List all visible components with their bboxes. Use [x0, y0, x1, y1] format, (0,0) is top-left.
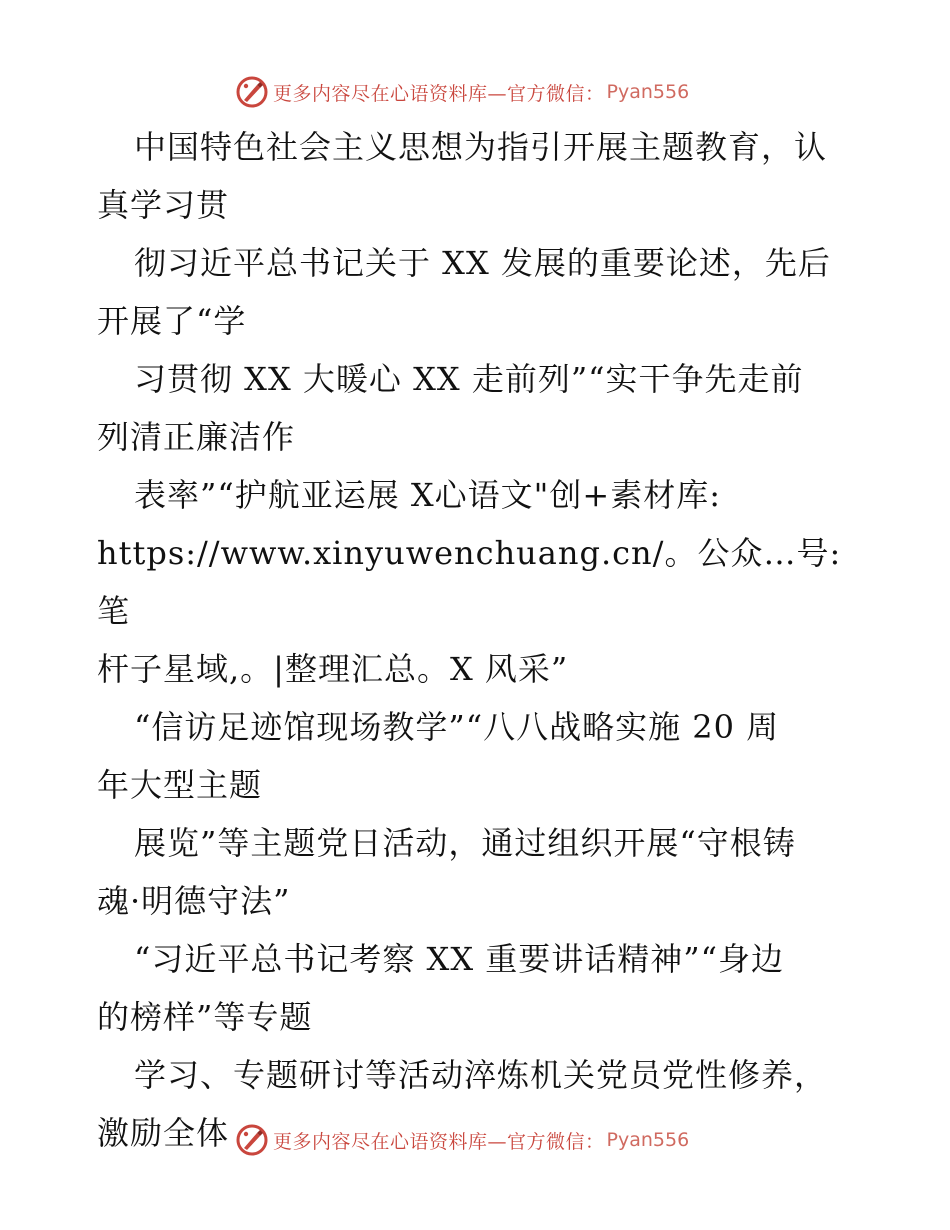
document-body [97, 118, 857, 1162]
header-banner-content [235, 70, 689, 114]
text-line: 开展了“学 [97, 302, 247, 340]
text-line: 的榜样”等专题 [97, 998, 313, 1036]
text-line: 真学习贯 [97, 186, 230, 224]
text-line: 魂·明德守法” [97, 882, 291, 920]
pen-logo-icon [235, 1123, 269, 1157]
text-line: 中国特色社会主义思想为指引开展主题教育，认 [134, 128, 828, 166]
text-line: 彻习近平总书记关于 XX 发展的重要论述，先后 [134, 244, 831, 282]
header-banner-subtext: 官方微信： [507, 82, 605, 105]
footer-banner-subtext: 官方微信： [507, 1130, 605, 1153]
text-line-url: https://www.xinyuwenchuang.cn/。公众…号: 笔 [97, 534, 853, 630]
header-wechat-id: Pyan556 [606, 81, 690, 103]
footer-banner-text: 更多内容尽在心语资料库— [273, 1130, 508, 1153]
header-banner [0, 70, 950, 114]
text-line: 杆子星域,。|整理汇总。X 风采” [97, 650, 569, 688]
text-line: 激励全体 [97, 1114, 230, 1152]
text-line: 年大型主题 [97, 766, 263, 804]
text-line: 习贯彻 XX 大暖心 XX 走前列”“实干争先走前 [134, 360, 804, 398]
footer-wechat-id: Pyan556 [606, 1129, 690, 1151]
text-line: 表率”“护航亚运展 X心语文"创+素材库: [134, 476, 721, 514]
text-line: “信访足迹馆现场教学”“八八战略实施 20 周 [134, 708, 780, 746]
text-line: 展览”等主题党日活动，通过组织开展“守根铸 [134, 824, 796, 862]
footer-banner [0, 1118, 950, 1162]
header-banner-text: 更多内容尽在心语资料库— [273, 82, 508, 105]
footer-banner-content [235, 1118, 689, 1162]
text-line: 学习、专题研讨等活动淬炼机关党员党性修养， [134, 1056, 828, 1094]
text-line: “习近平总书记考察 XX 重要讲话精神”“身边 [134, 940, 784, 978]
pen-logo-icon [235, 75, 269, 109]
text-line: 列清正廉洁作 [97, 418, 296, 456]
